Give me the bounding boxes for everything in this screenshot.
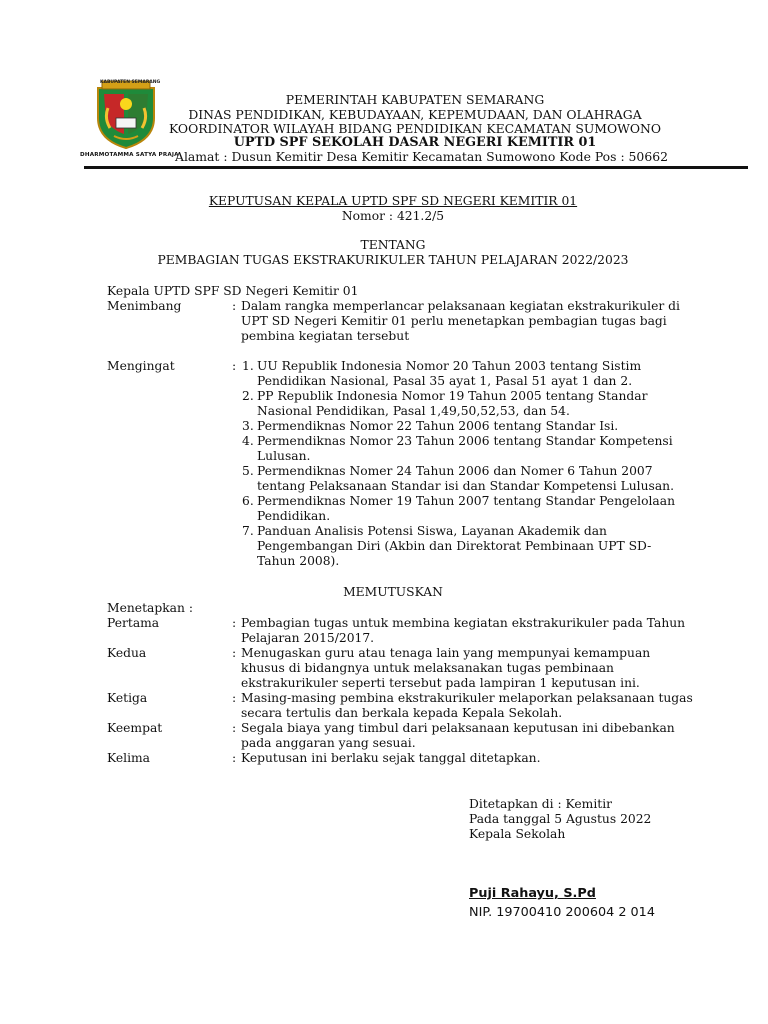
decision-line: secara tertulis dan berkala kepada Kepala Sekolah.: [241, 706, 563, 720]
letterhead-line-1: PEMERINTAH KABUPATEN SEMARANG: [285, 92, 545, 107]
regency-logo: [94, 78, 161, 150]
logo-caption: KABUPATEN SEMARANG: [100, 80, 161, 85]
decision-line: Pembagian tugas untuk membina kegiatan ekstrakurikuler pada Tahun: [241, 616, 686, 630]
memutuskan-heading: MEMUTUSKAN: [343, 585, 443, 599]
mengingat-item-line: Permendiknas Nomor 22 Tahun 2006 tentang Standar Isi.: [257, 419, 619, 433]
mengingat-item-number: 4.: [242, 434, 254, 448]
menimbang-line: pembina kegiatan tersebut: [241, 329, 410, 343]
decision-label: Pertama: [107, 616, 160, 630]
mengingat-item-line: Permendiknas Nomor 23 Tahun 2006 tentang Standar Kompetensi: [257, 434, 673, 448]
mengingat-item-number: 2.: [242, 389, 254, 403]
regency-emblem-icon: [94, 78, 161, 150]
decision-line: Menugaskan guru atau tenaga lain yang mempunyai kemampuan: [241, 646, 651, 660]
menimbang-label: Menimbang: [107, 299, 182, 313]
mengingat-item-line: Lulusan.: [257, 449, 311, 463]
mengingat-item-number: 5.: [242, 464, 254, 478]
signatory-name: Puji Rahayu, S.Pd: [469, 886, 596, 901]
letterhead-line-2: DINAS PENDIDIKAN, KEBUDAYAAN, KEPEMUDAAN, DAN OLAHRAGA: [188, 107, 642, 122]
decision-colon: :: [232, 616, 237, 630]
decision-line: ekstrakurikuler seperti tersebut pada lampiran 1 keputusan ini.: [241, 676, 640, 690]
mengingat-item-line: Tahun 2008).: [257, 554, 340, 568]
letterhead-address: Alamat : Dusun Kemitir Desa Kemitir Kecamatan Sumowono Kode Pos : 50662: [175, 149, 668, 164]
mengingat-item-line: PP Republik Indonesia Nomor 19 Tahun 2005 tentang Standar: [257, 389, 648, 403]
decision-line: Masing-masing pembina ekstrakurikuler melaporkan pelaksanaan tugas: [241, 691, 693, 705]
mengingat-item-number: 6.: [242, 494, 254, 508]
signature-date: Pada tanggal 5 Agustus 2022: [469, 812, 652, 826]
decision-label: Kedua: [107, 646, 147, 660]
decree-heading: KEPUTUSAN KEPALA UPTD SPF SD NEGERI KEMITIR 01: [208, 194, 578, 208]
mengingat-item-line: Pendidikan.: [257, 509, 331, 523]
decision-colon: :: [232, 751, 237, 765]
mengingat-item-line: Pendidikan Nasional, Pasal 35 ayat 1, Pasal 51 ayat 1 dan 2.: [257, 374, 633, 388]
decision-label: Keempat: [107, 721, 163, 735]
mengingat-item-number: 7.: [242, 524, 254, 538]
mengingat-item-line: Panduan Analisis Potensi Siswa, Layanan Akademik dan: [257, 524, 607, 538]
decision-line: Keputusan ini berlaku sejak tanggal ditetapkan.: [241, 751, 541, 765]
menimbang-colon: :: [232, 299, 237, 313]
signatory-nip: NIP. 19700410 200604 2 014: [469, 905, 655, 920]
logo-motto: DHARMOTAMMA SATYA PRAJA: [80, 152, 179, 158]
intro-text: Kepala UPTD SPF SD Negeri Kemitir 01: [107, 284, 359, 298]
mengingat-item-number: 3.: [242, 419, 254, 433]
menimbang-line: UPT SD Negeri Kemitir 01 perlu menetapkan pembagian tugas bagi: [241, 314, 667, 328]
mengingat-item-line: Permendiknas Nomer 19 Tahun 2007 tentang Standar Pengelolaan: [257, 494, 675, 508]
decree-tentang: TENTANG: [360, 238, 426, 252]
mengingat-item-line: Pengembangan Diri (Akbin dan Direktorat Pembinaan UPT SD-: [257, 539, 652, 553]
letterhead-line-3: KOORDINATOR WILAYAH BIDANG PENDIDIKAN KECAMATAN SUMOWONO: [168, 121, 661, 136]
decision-line: pada anggaran yang sesuai.: [241, 736, 416, 750]
mengingat-colon: :: [232, 359, 237, 373]
decision-colon: :: [232, 691, 237, 705]
decision-line: Pelajaran 2015/2017.: [241, 631, 375, 645]
decision-line: Segala biaya yang timbul dari pelaksanaan keputusan ini dibebankan: [241, 721, 675, 735]
letterhead-school-name: UPTD SPF SEKOLAH DASAR NEGERI KEMITIR 01: [233, 135, 597, 150]
letterhead-divider: [84, 166, 748, 169]
mengingat-item-line: tentang Pelaksanaan Standar isi dan Standar Kompetensi Lulusan.: [257, 479, 674, 493]
signature-position: Kepala Sekolah: [469, 827, 566, 841]
menimbang-line: Dalam rangka memperlancar pelaksanaan kegiatan ekstrakurikuler di: [241, 299, 680, 313]
decree-subject: PEMBAGIAN TUGAS EKSTRAKURIKULER TAHUN PELAJARAN 2022/2023: [157, 253, 629, 267]
decision-colon: :: [232, 646, 237, 660]
decision-line: khusus di bidangnya untuk melaksanakan tugas pembinaan: [241, 661, 614, 675]
menetapkan-label: Menetapkan :: [107, 601, 193, 615]
mengingat-item-number: 1.: [242, 359, 254, 373]
decision-label: Kelima: [107, 751, 150, 765]
mengingat-item-line: Nasional Pendidikan, Pasal 1,49,50,52,53, dan 54.: [257, 404, 570, 418]
mengingat-item-line: UU Republik Indonesia Nomor 20 Tahun 2003 tentang Sistim: [257, 359, 642, 373]
signature-place: Ditetapkan di : Kemitir: [469, 797, 613, 811]
decision-label: Ketiga: [107, 691, 148, 705]
mengingat-label: Mengingat: [107, 359, 175, 373]
mengingat-item-line: Permendiknas Nomer 24 Tahun 2006 dan Nomer 6 Tahun 2007: [257, 464, 653, 478]
decree-number: Nomor : 421.2/5: [341, 209, 445, 223]
decision-colon: :: [232, 721, 237, 735]
